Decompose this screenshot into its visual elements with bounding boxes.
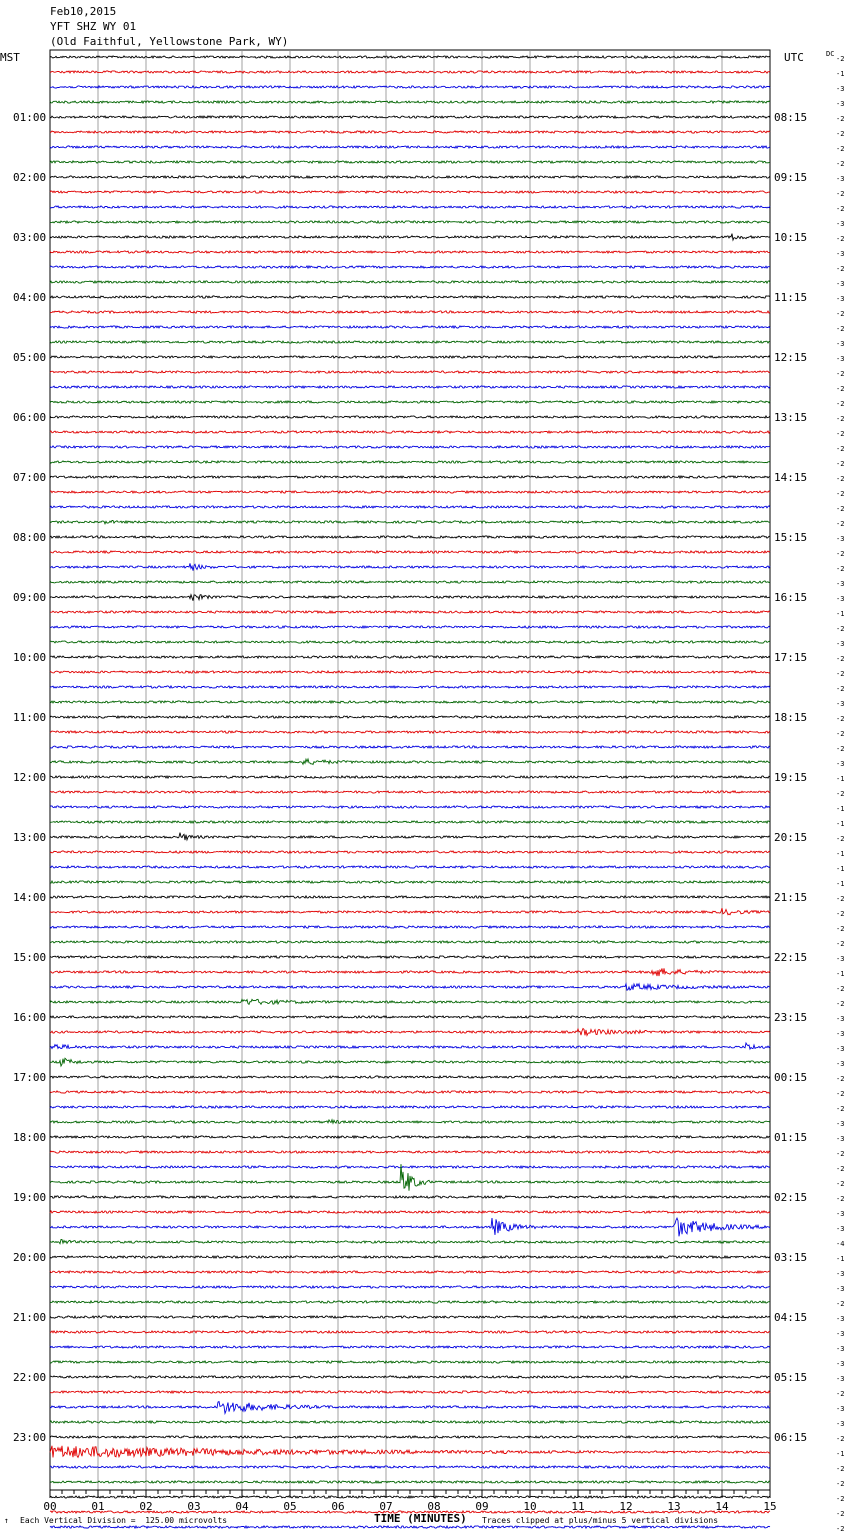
x-axis — [43, 1490, 776, 1513]
seismic-trace — [50, 416, 770, 418]
seismic-trace — [50, 536, 770, 538]
dc-offset: -2 — [836, 160, 845, 168]
dc-offset: -2 — [836, 550, 845, 558]
seismic-trace — [50, 1151, 770, 1153]
x-tick-label: 15 — [763, 1500, 777, 1513]
seismic-trace — [50, 746, 770, 748]
dc-offset: -2 — [836, 1465, 845, 1473]
dc-offset: -2 — [836, 265, 845, 273]
hour-label-utc: 06:15 — [774, 1431, 808, 1444]
dc-offset: -2 — [836, 745, 845, 753]
seismic-trace — [50, 161, 770, 163]
hour-label-utc: 00:15 — [774, 1071, 808, 1084]
seismic-trace — [50, 626, 770, 628]
x-tick-label: 03 — [187, 1500, 201, 1513]
dc-offset: -2 — [836, 235, 845, 243]
dc-offset: -3 — [836, 1270, 845, 1278]
hour-label-utc: 22:15 — [774, 951, 808, 964]
seismic-trace — [50, 686, 770, 688]
dc-offset: -2 — [836, 475, 845, 483]
seismic-trace — [50, 1166, 770, 1168]
dc-offset: -3 — [836, 85, 845, 93]
dc-offset: -2 — [836, 1435, 845, 1443]
dc-offset: -3 — [836, 1405, 845, 1413]
seismic-trace — [50, 176, 770, 178]
x-tick-label: 13 — [667, 1500, 681, 1513]
seismic-trace — [50, 1391, 770, 1393]
seismic-trace — [50, 356, 770, 358]
hour-label-mst: 09:00 — [13, 591, 47, 604]
seismic-trace — [50, 1218, 770, 1236]
seismic-trace — [50, 386, 770, 388]
x-tick-label: 01 — [91, 1500, 105, 1513]
dc-offset: -2 — [836, 415, 845, 423]
seismic-trace — [50, 1076, 770, 1078]
dc-offset: -2 — [836, 1150, 845, 1158]
seismic-trace — [50, 1496, 770, 1498]
x-tick-label: 07 — [379, 1500, 393, 1513]
dc-offset: -2 — [836, 325, 845, 333]
seismic-trace — [50, 716, 770, 718]
dc-offset: -2 — [836, 400, 845, 408]
seismic-trace — [50, 326, 770, 328]
seismic-trace — [50, 1164, 770, 1191]
hour-label-utc: 04:15 — [774, 1311, 808, 1324]
x-tick-label: 06 — [331, 1500, 345, 1513]
x-tick-label: 12 — [619, 1500, 633, 1513]
hour-label-mst: 12:00 — [13, 771, 47, 784]
dc-offset: -1 — [836, 610, 845, 618]
dc-offset: -1 — [836, 775, 845, 783]
station-code: YFT SHZ WY 01 — [50, 20, 137, 33]
seismic-trace — [50, 131, 770, 133]
seismic-trace — [50, 371, 770, 373]
dc-offset: -3 — [836, 1135, 845, 1143]
scale-note: Each Vertical Division = 125.00 microvolts — [20, 1516, 228, 1525]
dc-offset: -3 — [836, 1360, 845, 1368]
dc-offset: -2 — [836, 1300, 845, 1308]
clip-note: Traces clipped at plus/minus 5 vertical divisions — [482, 1516, 719, 1525]
hour-label-mst: 15:00 — [13, 951, 47, 964]
dc-offset: -2 — [836, 205, 845, 213]
dc-offset: -3 — [836, 1285, 845, 1293]
hour-label-mst: 22:00 — [13, 1371, 47, 1384]
dc-offset: -3 — [836, 1030, 845, 1038]
hour-label-mst: 10:00 — [13, 651, 47, 664]
dc-offset: -2 — [836, 910, 845, 918]
hour-label-utc: 05:15 — [774, 1371, 808, 1384]
dc-offset: -2 — [836, 505, 845, 513]
hour-label-utc: 15:15 — [774, 531, 808, 544]
seismic-trace — [50, 941, 770, 943]
seismic-trace — [50, 851, 770, 853]
seismic-trace — [50, 521, 770, 524]
dc-offset: -2 — [836, 835, 845, 843]
dc-offset: -3 — [836, 760, 845, 768]
dc-offset: -2 — [836, 895, 845, 903]
seismic-trace — [50, 731, 770, 733]
dc-offset: -3 — [836, 250, 845, 258]
dc-offset: -3 — [836, 175, 845, 183]
dc-offset: -1 — [836, 1255, 845, 1263]
seismic-trace — [50, 1446, 770, 1458]
dc-offset: -2 — [836, 490, 845, 498]
scale-marker: ↑ — [4, 1516, 9, 1525]
x-tick-label: 04 — [235, 1500, 249, 1513]
dc-offset: -2 — [836, 1195, 845, 1203]
seismic-trace — [50, 806, 770, 808]
seismic-trace — [50, 1466, 770, 1468]
seismic-trace — [50, 1481, 770, 1483]
seismic-trace — [50, 116, 770, 118]
dc-offset: -3 — [836, 640, 845, 648]
dc-offset: -2 — [836, 190, 845, 198]
hour-label-mst: 02:00 — [13, 171, 47, 184]
hour-label-utc: 23:15 — [774, 1011, 808, 1024]
seismic-trace — [50, 563, 770, 570]
hour-label-mst: 04:00 — [13, 291, 47, 304]
dc-offset: -2 — [836, 565, 845, 573]
seismic-trace — [50, 1106, 770, 1108]
seismic-trace — [50, 446, 770, 448]
right-time-labels — [774, 111, 807, 1444]
dc-offset: -3 — [836, 280, 845, 288]
hour-label-utc: 03:15 — [774, 1251, 808, 1264]
hour-label-utc: 17:15 — [774, 651, 808, 664]
seismic-trace — [50, 1120, 770, 1124]
dc-offset: -3 — [836, 595, 845, 603]
seismic-trace — [50, 1526, 770, 1528]
hour-label-mst: 14:00 — [13, 891, 47, 904]
dc-offset: -1 — [836, 970, 845, 978]
grid — [50, 50, 770, 1490]
seismic-trace — [50, 296, 770, 298]
seismic-trace — [50, 56, 770, 58]
seismic-trace — [50, 1271, 770, 1273]
dc-offset: -3 — [836, 295, 845, 303]
dc-offset: -3 — [836, 1120, 845, 1128]
hour-label-utc: 11:15 — [774, 291, 808, 304]
dc-offset: -1 — [836, 865, 845, 873]
dc-offset: -2 — [836, 385, 845, 393]
dc-offset: -3 — [836, 340, 845, 348]
dc-offset: -4 — [836, 1240, 845, 1248]
dc-offset: -2 — [836, 145, 845, 153]
dc-offset: -2 — [836, 1180, 845, 1188]
dc-offset: -3 — [836, 1225, 845, 1233]
seismic-trace — [50, 821, 770, 823]
seismic-trace — [50, 551, 770, 553]
seismic-trace — [50, 1286, 770, 1288]
seismic-trace — [50, 1016, 770, 1018]
seismic-trace — [50, 1376, 770, 1378]
dc-offset: -3 — [836, 700, 845, 708]
left-timezone-label: MST — [0, 51, 20, 64]
seismic-trace — [50, 1436, 770, 1438]
dc-offset: -1 — [836, 70, 845, 78]
x-tick-label: 11 — [571, 1500, 585, 1513]
left-time-labels — [13, 111, 46, 1444]
dc-offset: -1 — [836, 880, 845, 888]
seismic-trace — [50, 1346, 770, 1348]
hour-label-utc: 12:15 — [774, 351, 808, 364]
seismic-trace — [50, 701, 770, 703]
dc-offset: -3 — [836, 1045, 845, 1053]
seismic-trace — [50, 221, 770, 223]
hour-label-mst: 13:00 — [13, 831, 47, 844]
seismic-trace — [50, 968, 770, 976]
dc-offset: -2 — [836, 1495, 845, 1503]
dc-offset: -2 — [836, 1000, 845, 1008]
right-timezone-label: UTC — [784, 51, 804, 64]
dc-offset: -2 — [836, 715, 845, 723]
hour-label-utc: 09:15 — [774, 171, 808, 184]
seismic-trace — [50, 1301, 770, 1303]
dc-offset: -1 — [836, 805, 845, 813]
hour-label-mst: 16:00 — [13, 1011, 47, 1024]
hour-label-utc: 02:15 — [774, 1191, 808, 1204]
hour-label-mst: 17:00 — [13, 1071, 47, 1084]
dc-offset: -2 — [836, 460, 845, 468]
hour-label-utc: 13:15 — [774, 411, 808, 424]
seismic-trace — [50, 101, 770, 103]
dc-offset: -3 — [836, 1345, 845, 1353]
dc-offset: -3 — [836, 1330, 845, 1338]
seismic-trace — [50, 401, 770, 403]
x-tick-label: 02 — [139, 1500, 153, 1513]
seismic-trace — [50, 1421, 770, 1423]
seismic-trace — [50, 641, 770, 643]
seismic-trace — [50, 1196, 770, 1198]
dc-offset: -2 — [836, 520, 845, 528]
hour-label-utc: 20:15 — [774, 831, 808, 844]
seismic-trace — [50, 611, 770, 613]
hour-label-mst: 21:00 — [13, 1311, 47, 1324]
seismic-trace — [50, 1316, 770, 1318]
x-tick-label: 08 — [427, 1500, 441, 1513]
x-tick-label: 14 — [715, 1500, 729, 1513]
seismic-trace — [50, 1256, 770, 1258]
dc-offset: -2 — [836, 1390, 845, 1398]
dc-offset: -2 — [836, 1075, 845, 1083]
dc-offset: -2 — [836, 1525, 845, 1533]
hour-label-mst: 06:00 — [13, 411, 47, 424]
dc-offset: -2 — [836, 430, 845, 438]
seismic-trace — [50, 1091, 770, 1093]
dc-offset: -3 — [836, 1375, 845, 1383]
seismic-trace — [50, 1136, 770, 1138]
dc-offset: -2 — [836, 445, 845, 453]
seismic-trace — [50, 341, 770, 343]
x-tick-label: 05 — [283, 1500, 297, 1513]
seismic-trace — [50, 1331, 770, 1333]
dc-offset: -2 — [836, 1090, 845, 1098]
dc-offset: -1 — [836, 820, 845, 828]
plot-frame — [50, 50, 770, 1490]
seismic-trace — [50, 656, 770, 658]
seismic-trace — [50, 1058, 770, 1066]
dc-offset: -2 — [836, 730, 845, 738]
x-axis-title: TIME (MINUTES) — [374, 1512, 467, 1525]
hour-label-utc: 19:15 — [774, 771, 808, 784]
dc-offset: -1 — [836, 850, 845, 858]
hour-label-utc: 14:15 — [774, 471, 808, 484]
seismic-trace — [50, 791, 770, 793]
dc-offset: -2 — [836, 1105, 845, 1113]
dc-offset: -3 — [836, 580, 845, 588]
dc-offset: -2 — [836, 55, 845, 63]
hour-label-mst: 23:00 — [13, 1431, 47, 1444]
seismic-trace — [50, 71, 770, 73]
hour-label-utc: 16:15 — [774, 591, 808, 604]
hour-label-utc: 10:15 — [774, 231, 808, 244]
seismic-trace — [50, 984, 770, 990]
seismic-trace — [50, 1211, 770, 1213]
dc-offset: -2 — [836, 670, 845, 678]
seismic-trace — [50, 881, 770, 883]
dc-offset: -3 — [836, 1015, 845, 1023]
dc-offset: -2 — [836, 1510, 845, 1518]
hour-label-mst: 01:00 — [13, 111, 47, 124]
seismic-trace — [50, 956, 770, 958]
hour-label-utc: 18:15 — [774, 711, 808, 724]
seismic-trace — [50, 191, 770, 193]
seismic-trace — [50, 776, 770, 778]
seismic-trace — [50, 461, 770, 463]
hour-label-mst: 18:00 — [13, 1131, 47, 1144]
dc-offset: -2 — [836, 1165, 845, 1173]
plot-date: Feb10,2015 — [50, 5, 117, 18]
dc-offset: -2 — [836, 940, 845, 948]
seismic-trace — [50, 1361, 770, 1363]
seismic-trace — [50, 251, 770, 253]
seismic-trace — [50, 908, 770, 915]
seismic-trace — [50, 1043, 770, 1049]
seismic-trace — [50, 431, 770, 433]
seismic-trace — [50, 281, 770, 283]
x-tick-label: 09 — [475, 1500, 489, 1513]
seismic-trace — [50, 1402, 770, 1414]
hour-label-utc: 01:15 — [774, 1131, 808, 1144]
dc-label: DC — [826, 50, 835, 58]
hour-label-mst: 11:00 — [13, 711, 47, 724]
dc-offset: -2 — [836, 115, 845, 123]
dc-offset: -3 — [836, 535, 845, 543]
dc-offset: -2 — [836, 1480, 845, 1488]
dc-offset: -3 — [836, 100, 845, 108]
seismic-trace — [50, 833, 770, 840]
dc-offset: -3 — [836, 355, 845, 363]
seismic-trace — [50, 206, 770, 208]
seismic-trace — [50, 146, 770, 148]
x-tick-label: 00 — [43, 1500, 57, 1513]
x-tick-label: 10 — [523, 1500, 537, 1513]
dc-offset: -2 — [836, 790, 845, 798]
seismic-trace — [50, 311, 770, 313]
hour-label-mst: 03:00 — [13, 231, 47, 244]
hour-label-mst: 19:00 — [13, 1191, 47, 1204]
seismic-trace — [50, 896, 770, 898]
seismic-trace — [50, 759, 770, 765]
seismic-trace — [50, 506, 770, 508]
dc-offset: -2 — [836, 130, 845, 138]
seismic-trace — [50, 86, 770, 88]
dc-offset: -3 — [836, 955, 845, 963]
dc-offset: -3 — [836, 220, 845, 228]
dc-offset: -1 — [836, 1450, 845, 1458]
dc-offset: -2 — [836, 655, 845, 663]
seismic-trace — [50, 595, 770, 601]
traces — [50, 56, 770, 1534]
dc-offset: -2 — [836, 310, 845, 318]
seismic-trace — [50, 671, 770, 673]
seismic-trace — [50, 266, 770, 268]
hour-label-mst: 08:00 — [13, 531, 47, 544]
station-location: (Old Faithful, Yellowstone Park, WY) — [50, 35, 289, 48]
seismic-trace — [50, 1240, 770, 1244]
dc-offset: -3 — [836, 1420, 845, 1428]
seismic-trace — [50, 926, 770, 928]
dc-offset: -2 — [836, 925, 845, 933]
seismic-trace — [50, 866, 770, 868]
seismic-trace — [50, 234, 770, 240]
dc-offset: -2 — [836, 685, 845, 693]
dc-offset: -3 — [836, 1315, 845, 1323]
dc-offset: -2 — [836, 625, 845, 633]
seismic-trace — [50, 491, 770, 493]
hour-label-mst: 07:00 — [13, 471, 47, 484]
dc-offset: -3 — [836, 1210, 845, 1218]
hour-label-utc: 08:15 — [774, 111, 808, 124]
hour-label-utc: 21:15 — [774, 891, 808, 904]
dc-offset: -2 — [836, 370, 845, 378]
seismic-trace — [50, 476, 770, 478]
dc-offset: -2 — [836, 985, 845, 993]
hour-label-mst: 20:00 — [13, 1251, 47, 1264]
dc-offset: -3 — [836, 1060, 845, 1068]
seismic-trace — [50, 999, 770, 1004]
seismic-trace — [50, 581, 770, 583]
dc-offset-labels — [836, 55, 844, 1534]
seismic-trace — [50, 1029, 770, 1036]
hour-label-mst: 05:00 — [13, 351, 47, 364]
